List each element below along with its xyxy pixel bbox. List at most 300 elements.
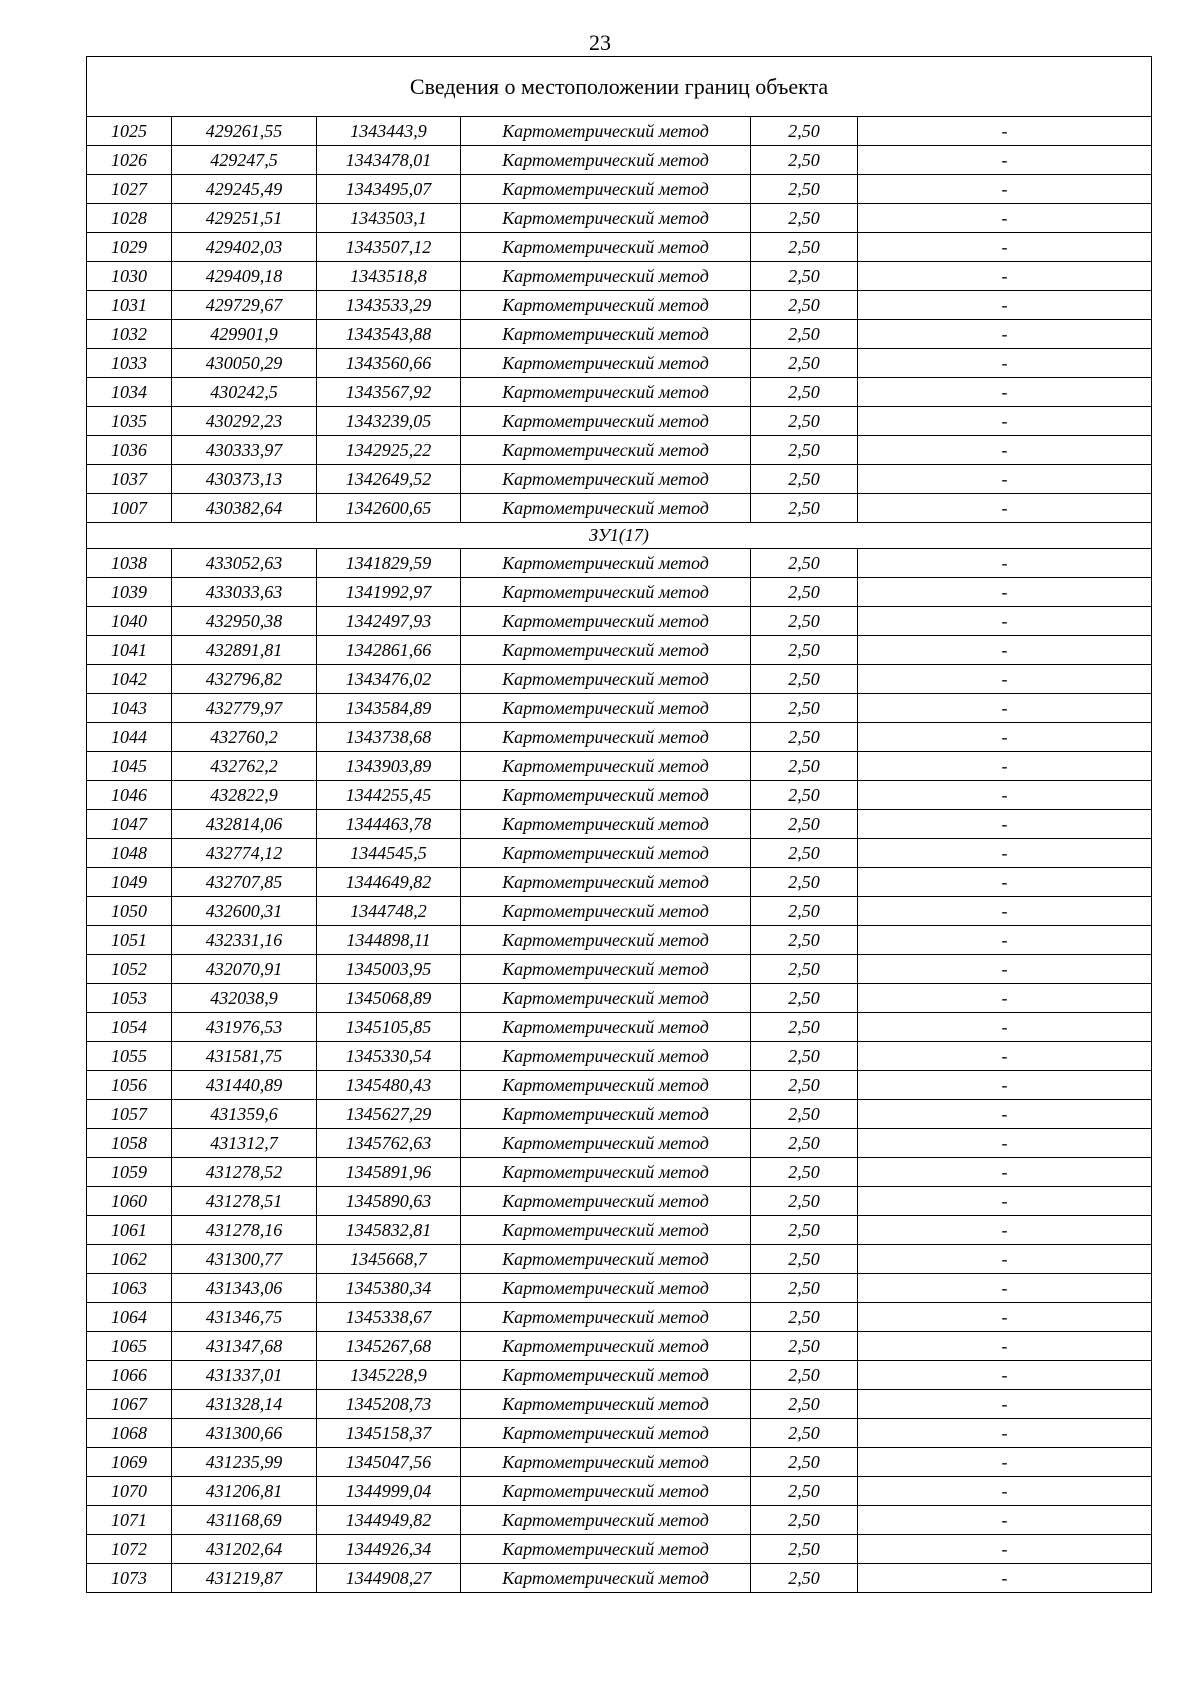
table-title-row: [87, 57, 1152, 117]
method-cell: Картометрический метод: [461, 636, 751, 665]
method-cell: Картометрический метод: [461, 955, 751, 984]
point-number-cell: 1037: [87, 465, 172, 494]
accuracy-cell: 2,50: [751, 349, 858, 378]
method-cell: Картометрический метод: [461, 1042, 751, 1071]
coordinate-y-cell: 1345338,67: [317, 1303, 461, 1332]
method-cell: Картометрический метод: [461, 810, 751, 839]
point-number-cell: 1007: [87, 494, 172, 523]
accuracy-cell: 2,50: [751, 1129, 858, 1158]
accuracy-cell: 2,50: [751, 723, 858, 752]
table-row: [87, 839, 1152, 868]
description-cell: -: [858, 378, 1152, 407]
coordinate-x-cell: 431300,66: [172, 1419, 317, 1448]
table-row: [87, 233, 1152, 262]
table-row: [87, 926, 1152, 955]
description-cell: -: [858, 1187, 1152, 1216]
method-cell: Картометрический метод: [461, 607, 751, 636]
point-number-cell: 1063: [87, 1274, 172, 1303]
method-cell: Картометрический метод: [461, 1332, 751, 1361]
accuracy-cell: 2,50: [751, 146, 858, 175]
table-row: [87, 204, 1152, 233]
coordinate-x-cell: 432822,9: [172, 781, 317, 810]
method-cell: Картометрический метод: [461, 897, 751, 926]
coordinate-x-cell: 433033,63: [172, 578, 317, 607]
description-cell: -: [858, 1361, 1152, 1390]
table-row: [87, 1187, 1152, 1216]
table-row: [87, 984, 1152, 1013]
description-cell: -: [858, 465, 1152, 494]
method-cell: Картометрический метод: [461, 175, 751, 204]
table-row: [87, 1071, 1152, 1100]
method-cell: Картометрический метод: [461, 494, 751, 523]
coordinate-y-cell: 1343495,07: [317, 175, 461, 204]
description-cell: -: [858, 1535, 1152, 1564]
accuracy-cell: 2,50: [751, 1303, 858, 1332]
coordinate-y-cell: 1342925,22: [317, 436, 461, 465]
table-row: [87, 1448, 1152, 1477]
description-cell: -: [858, 262, 1152, 291]
method-cell: Картометрический метод: [461, 984, 751, 1013]
description-cell: -: [858, 1332, 1152, 1361]
accuracy-cell: 2,50: [751, 926, 858, 955]
method-cell: Картометрический метод: [461, 1129, 751, 1158]
point-number-cell: 1051: [87, 926, 172, 955]
description-cell: -: [858, 291, 1152, 320]
description-cell: -: [858, 320, 1152, 349]
point-number-cell: 1043: [87, 694, 172, 723]
coordinate-x-cell: 432070,91: [172, 955, 317, 984]
accuracy-cell: 2,50: [751, 1100, 858, 1129]
point-number-cell: 1072: [87, 1535, 172, 1564]
method-cell: Картометрический метод: [461, 752, 751, 781]
coordinate-x-cell: 432600,31: [172, 897, 317, 926]
description-cell: -: [858, 233, 1152, 262]
method-cell: Картометрический метод: [461, 723, 751, 752]
coordinate-y-cell: 1345228,9: [317, 1361, 461, 1390]
table-row: [87, 291, 1152, 320]
coordinate-x-cell: 431235,99: [172, 1448, 317, 1477]
table-row: [87, 868, 1152, 897]
table-row: [87, 897, 1152, 926]
table-row: [87, 1013, 1152, 1042]
method-cell: Картометрический метод: [461, 868, 751, 897]
coordinate-y-cell: 1343903,89: [317, 752, 461, 781]
point-number-cell: 1057: [87, 1100, 172, 1129]
description-cell: -: [858, 723, 1152, 752]
accuracy-cell: 2,50: [751, 1071, 858, 1100]
coordinate-x-cell: 431206,81: [172, 1477, 317, 1506]
coordinate-y-cell: 1344898,11: [317, 926, 461, 955]
coordinate-y-cell: 1345208,73: [317, 1390, 461, 1419]
coordinate-y-cell: 1341829,59: [317, 549, 461, 578]
point-number-cell: 1034: [87, 378, 172, 407]
table-row: [87, 810, 1152, 839]
coordinate-y-cell: 1343503,1: [317, 204, 461, 233]
description-cell: -: [858, 1390, 1152, 1419]
point-number-cell: 1047: [87, 810, 172, 839]
coordinate-y-cell: 1344463,78: [317, 810, 461, 839]
coordinate-y-cell: 1343239,05: [317, 407, 461, 436]
description-cell: -: [858, 694, 1152, 723]
coordinate-y-cell: 1345158,37: [317, 1419, 461, 1448]
description-cell: -: [858, 117, 1152, 146]
table-row: [87, 1042, 1152, 1071]
method-cell: Картометрический метод: [461, 233, 751, 262]
accuracy-cell: 2,50: [751, 436, 858, 465]
coordinate-y-cell: 1345047,56: [317, 1448, 461, 1477]
coordinate-x-cell: 432950,38: [172, 607, 317, 636]
coordinate-x-cell: 430050,29: [172, 349, 317, 378]
table-row: [87, 1390, 1152, 1419]
table-row: [87, 1274, 1152, 1303]
coordinate-x-cell: 430333,97: [172, 436, 317, 465]
coordinate-y-cell: 1345832,81: [317, 1216, 461, 1245]
point-number-cell: 1026: [87, 146, 172, 175]
point-number-cell: 1062: [87, 1245, 172, 1274]
coordinate-y-cell: 1345762,63: [317, 1129, 461, 1158]
description-cell: -: [858, 1564, 1152, 1593]
coordinate-x-cell: 431359,6: [172, 1100, 317, 1129]
coordinate-x-cell: 429402,03: [172, 233, 317, 262]
coordinate-y-cell: 1344748,2: [317, 897, 461, 926]
method-cell: Картометрический метод: [461, 1506, 751, 1535]
description-cell: -: [858, 349, 1152, 378]
point-number-cell: 1031: [87, 291, 172, 320]
point-number-cell: 1069: [87, 1448, 172, 1477]
point-number-cell: 1071: [87, 1506, 172, 1535]
description-cell: -: [858, 1419, 1152, 1448]
coordinate-y-cell: 1345480,43: [317, 1071, 461, 1100]
accuracy-cell: 2,50: [751, 984, 858, 1013]
coordinate-x-cell: 432331,16: [172, 926, 317, 955]
method-cell: Картометрический метод: [461, 1071, 751, 1100]
table-row: [87, 781, 1152, 810]
method-cell: Картометрический метод: [461, 665, 751, 694]
method-cell: Картометрический метод: [461, 407, 751, 436]
coordinate-x-cell: 431581,75: [172, 1042, 317, 1071]
section-label: ЗУ1(17): [87, 523, 1152, 549]
coordinate-x-cell: 431328,14: [172, 1390, 317, 1419]
description-cell: -: [858, 752, 1152, 781]
coordinate-x-cell: 432779,97: [172, 694, 317, 723]
point-number-cell: 1061: [87, 1216, 172, 1245]
point-number-cell: 1055: [87, 1042, 172, 1071]
description-cell: -: [858, 636, 1152, 665]
coordinate-x-cell: 431278,16: [172, 1216, 317, 1245]
coordinate-y-cell: 1343543,88: [317, 320, 461, 349]
table-title: Сведения о местоположении границ объекта: [87, 57, 1152, 117]
table-row: [87, 1361, 1152, 1390]
coordinate-y-cell: 1343478,01: [317, 146, 461, 175]
description-cell: -: [858, 1071, 1152, 1100]
coordinate-y-cell: 1343738,68: [317, 723, 461, 752]
accuracy-cell: 2,50: [751, 465, 858, 494]
coordinate-x-cell: 431278,52: [172, 1158, 317, 1187]
point-number-cell: 1039: [87, 578, 172, 607]
point-number-cell: 1058: [87, 1129, 172, 1158]
coordinate-y-cell: 1342861,66: [317, 636, 461, 665]
accuracy-cell: 2,50: [751, 549, 858, 578]
coordinate-y-cell: 1344999,04: [317, 1477, 461, 1506]
accuracy-cell: 2,50: [751, 578, 858, 607]
method-cell: Картометрический метод: [461, 694, 751, 723]
method-cell: Картометрический метод: [461, 291, 751, 320]
coordinate-y-cell: 1343443,9: [317, 117, 461, 146]
method-cell: Картометрический метод: [461, 1100, 751, 1129]
description-cell: -: [858, 1477, 1152, 1506]
accuracy-cell: 2,50: [751, 1216, 858, 1245]
point-number-cell: 1045: [87, 752, 172, 781]
method-cell: Картометрический метод: [461, 146, 751, 175]
accuracy-cell: 2,50: [751, 320, 858, 349]
description-cell: -: [858, 1158, 1152, 1187]
description-cell: -: [858, 1100, 1152, 1129]
page-number: 23: [589, 30, 611, 55]
coordinate-y-cell: 1344649,82: [317, 868, 461, 897]
coordinate-x-cell: 431219,87: [172, 1564, 317, 1593]
method-cell: Картометрический метод: [461, 839, 751, 868]
table-row: [87, 636, 1152, 665]
coordinate-x-cell: 431202,64: [172, 1535, 317, 1564]
table-row: [87, 320, 1152, 349]
coordinate-y-cell: 1342497,93: [317, 607, 461, 636]
method-cell: Картометрический метод: [461, 781, 751, 810]
table-row: [87, 955, 1152, 984]
coordinate-y-cell: 1343560,66: [317, 349, 461, 378]
point-number-cell: 1035: [87, 407, 172, 436]
accuracy-cell: 2,50: [751, 1013, 858, 1042]
description-cell: -: [858, 1506, 1152, 1535]
method-cell: Картометрический метод: [461, 1564, 751, 1593]
accuracy-cell: 2,50: [751, 1448, 858, 1477]
coordinate-x-cell: 429245,49: [172, 175, 317, 204]
coordinate-y-cell: 1342649,52: [317, 465, 461, 494]
coordinate-x-cell: 429409,18: [172, 262, 317, 291]
table-row: [87, 1100, 1152, 1129]
coordinate-y-cell: 1344908,27: [317, 1564, 461, 1593]
table-row: [87, 1506, 1152, 1535]
description-cell: -: [858, 549, 1152, 578]
description-cell: -: [858, 897, 1152, 926]
description-cell: -: [858, 665, 1152, 694]
coordinate-y-cell: 1345627,29: [317, 1100, 461, 1129]
description-cell: -: [858, 1274, 1152, 1303]
table-row: [87, 378, 1152, 407]
accuracy-cell: 2,50: [751, 1187, 858, 1216]
point-number-cell: 1065: [87, 1332, 172, 1361]
accuracy-cell: 2,50: [751, 694, 858, 723]
accuracy-cell: 2,50: [751, 897, 858, 926]
accuracy-cell: 2,50: [751, 262, 858, 291]
table-row: [87, 146, 1152, 175]
point-number-cell: 1059: [87, 1158, 172, 1187]
table-row: [87, 1158, 1152, 1187]
table-row: [87, 407, 1152, 436]
accuracy-cell: 2,50: [751, 810, 858, 839]
coordinate-x-cell: 431278,51: [172, 1187, 317, 1216]
method-cell: Картометрический метод: [461, 262, 751, 291]
accuracy-cell: 2,50: [751, 1042, 858, 1071]
coordinate-y-cell: 1343476,02: [317, 665, 461, 694]
point-number-cell: 1044: [87, 723, 172, 752]
description-cell: -: [858, 175, 1152, 204]
method-cell: Картометрический метод: [461, 320, 751, 349]
accuracy-cell: 2,50: [751, 955, 858, 984]
accuracy-cell: 2,50: [751, 781, 858, 810]
table-row: [87, 1419, 1152, 1448]
table-row: [87, 175, 1152, 204]
coordinate-y-cell: 1343507,12: [317, 233, 461, 262]
description-cell: -: [858, 1245, 1152, 1274]
point-number-cell: 1052: [87, 955, 172, 984]
accuracy-cell: 2,50: [751, 1332, 858, 1361]
description-cell: -: [858, 955, 1152, 984]
coordinate-x-cell: 432762,2: [172, 752, 317, 781]
table-row: [87, 578, 1152, 607]
point-number-cell: 1041: [87, 636, 172, 665]
coordinate-x-cell: 432707,85: [172, 868, 317, 897]
accuracy-cell: 2,50: [751, 868, 858, 897]
point-number-cell: 1029: [87, 233, 172, 262]
coordinate-y-cell: 1345330,54: [317, 1042, 461, 1071]
description-cell: -: [858, 926, 1152, 955]
accuracy-cell: 2,50: [751, 752, 858, 781]
description-cell: -: [858, 204, 1152, 233]
coordinate-x-cell: 433052,63: [172, 549, 317, 578]
point-number-cell: 1030: [87, 262, 172, 291]
accuracy-cell: 2,50: [751, 204, 858, 233]
method-cell: Картометрический метод: [461, 436, 751, 465]
method-cell: Картометрический метод: [461, 1274, 751, 1303]
coordinate-y-cell: 1342600,65: [317, 494, 461, 523]
point-number-cell: 1068: [87, 1419, 172, 1448]
description-cell: -: [858, 1303, 1152, 1332]
coordinate-x-cell: 431312,7: [172, 1129, 317, 1158]
table-row: [87, 1216, 1152, 1245]
coordinate-x-cell: 431976,53: [172, 1013, 317, 1042]
coordinate-y-cell: 1343567,92: [317, 378, 461, 407]
method-cell: Картометрический метод: [461, 1013, 751, 1042]
accuracy-cell: 2,50: [751, 1564, 858, 1593]
accuracy-cell: 2,50: [751, 1535, 858, 1564]
coordinate-x-cell: 429729,67: [172, 291, 317, 320]
description-cell: -: [858, 146, 1152, 175]
method-cell: Картометрический метод: [461, 1477, 751, 1506]
description-cell: -: [858, 839, 1152, 868]
point-number-cell: 1042: [87, 665, 172, 694]
method-cell: Картометрический метод: [461, 549, 751, 578]
point-number-cell: 1053: [87, 984, 172, 1013]
coordinate-x-cell: 429251,51: [172, 204, 317, 233]
point-number-cell: 1049: [87, 868, 172, 897]
table-row: [87, 549, 1152, 578]
accuracy-cell: 2,50: [751, 636, 858, 665]
table-row: [87, 349, 1152, 378]
coordinate-y-cell: 1344926,34: [317, 1535, 461, 1564]
point-number-cell: 1070: [87, 1477, 172, 1506]
accuracy-cell: 2,50: [751, 607, 858, 636]
method-cell: Картометрический метод: [461, 1448, 751, 1477]
method-cell: Картометрический метод: [461, 1216, 751, 1245]
point-number-cell: 1066: [87, 1361, 172, 1390]
point-number-cell: 1033: [87, 349, 172, 378]
description-cell: -: [858, 781, 1152, 810]
method-cell: Картометрический метод: [461, 926, 751, 955]
coordinate-y-cell: 1341992,97: [317, 578, 461, 607]
table-row: [87, 1564, 1152, 1593]
coordinate-x-cell: 431347,68: [172, 1332, 317, 1361]
method-cell: Картометрический метод: [461, 378, 751, 407]
accuracy-cell: 2,50: [751, 494, 858, 523]
point-number-cell: 1050: [87, 897, 172, 926]
coordinate-y-cell: 1345267,68: [317, 1332, 461, 1361]
accuracy-cell: 2,50: [751, 117, 858, 146]
coordinate-x-cell: 432038,9: [172, 984, 317, 1013]
description-cell: -: [858, 984, 1152, 1013]
accuracy-cell: 2,50: [751, 175, 858, 204]
accuracy-cell: 2,50: [751, 1419, 858, 1448]
table-row: [87, 1477, 1152, 1506]
method-cell: Картометрический метод: [461, 1245, 751, 1274]
coordinate-x-cell: 431337,01: [172, 1361, 317, 1390]
table-row: [87, 1245, 1152, 1274]
description-cell: -: [858, 810, 1152, 839]
accuracy-cell: 2,50: [751, 1390, 858, 1419]
coordinate-y-cell: 1345380,34: [317, 1274, 461, 1303]
point-number-cell: 1060: [87, 1187, 172, 1216]
coordinate-y-cell: 1344255,45: [317, 781, 461, 810]
accuracy-cell: 2,50: [751, 1245, 858, 1274]
table-row: [87, 694, 1152, 723]
accuracy-cell: 2,50: [751, 233, 858, 262]
table-row: [87, 1535, 1152, 1564]
coordinate-y-cell: 1343584,89: [317, 694, 461, 723]
point-number-cell: 1048: [87, 839, 172, 868]
description-cell: -: [858, 1216, 1152, 1245]
coordinate-y-cell: 1345891,96: [317, 1158, 461, 1187]
point-number-cell: 1038: [87, 549, 172, 578]
accuracy-cell: 2,50: [751, 291, 858, 320]
point-number-cell: 1036: [87, 436, 172, 465]
accuracy-cell: 2,50: [751, 1506, 858, 1535]
coordinate-x-cell: 432814,06: [172, 810, 317, 839]
coordinate-y-cell: 1343533,29: [317, 291, 461, 320]
method-cell: Картометрический метод: [461, 1361, 751, 1390]
method-cell: Картометрический метод: [461, 1158, 751, 1187]
coordinate-y-cell: 1344545,5: [317, 839, 461, 868]
table-row: [87, 465, 1152, 494]
coordinate-x-cell: 431346,75: [172, 1303, 317, 1332]
table-row: [87, 494, 1152, 523]
coordinate-x-cell: 431343,06: [172, 1274, 317, 1303]
coordinate-y-cell: 1345890,63: [317, 1187, 461, 1216]
coordinate-x-cell: 430382,64: [172, 494, 317, 523]
table-row: [87, 723, 1152, 752]
description-cell: -: [858, 494, 1152, 523]
table-row: [87, 436, 1152, 465]
coordinate-x-cell: 430242,5: [172, 378, 317, 407]
description-cell: -: [858, 1042, 1152, 1071]
coordinate-y-cell: 1345105,85: [317, 1013, 461, 1042]
coordinate-x-cell: 432774,12: [172, 839, 317, 868]
coordinate-x-cell: 430373,13: [172, 465, 317, 494]
description-cell: -: [858, 578, 1152, 607]
table-row: [87, 607, 1152, 636]
accuracy-cell: 2,50: [751, 665, 858, 694]
method-cell: Картометрический метод: [461, 578, 751, 607]
table-row: [87, 752, 1152, 781]
point-number-cell: 1056: [87, 1071, 172, 1100]
